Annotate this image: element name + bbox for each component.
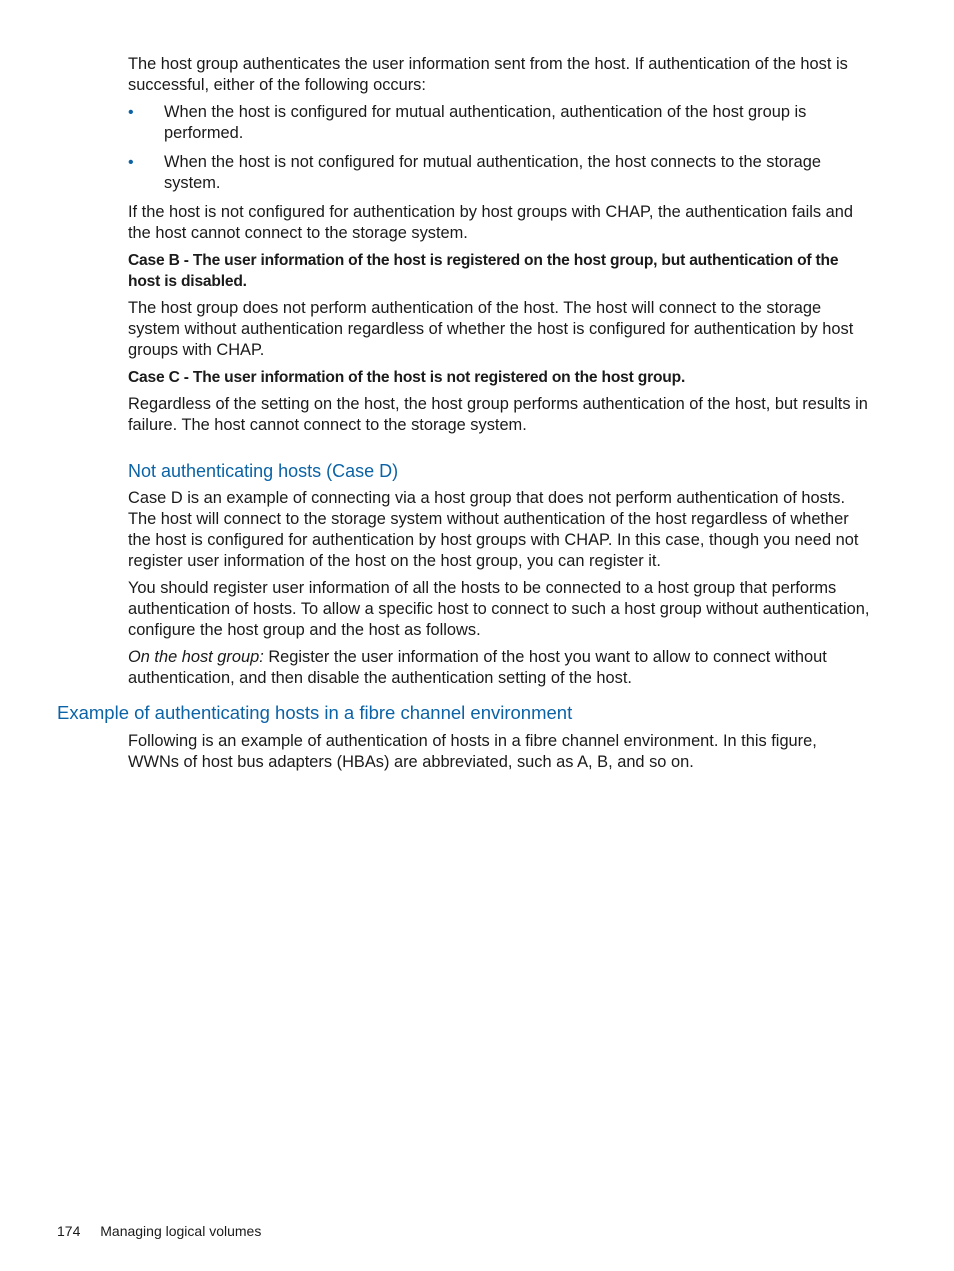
list-item (128, 152, 872, 194)
case-c-body: Regardless of the setting on the host, the host group performs authentication of the host, but results in failure. The host cannot connect to the storage system. (128, 395, 868, 434)
list-item-text: When the host is not configured for mutual authentication, the host connects to the storage system. (164, 153, 821, 192)
case-b-body: The host group does not perform authentication of the host. The host will connect to the storage system without authentication regardless of whether the host is configured for authentication by host groups with CHAP. (128, 299, 854, 359)
fibre-channel-paragraph: Following is an example of authentication of hosts in a fibre channel environment. In this figure, WWNs of host bus adapters (HBAs) are abbreviated, such as A, B, and so on. (128, 732, 817, 771)
auth-failure-paragraph: If the host is not configured for authentication by host groups with CHAP, the authentication fails and the host cannot connect to the storage system. (128, 203, 853, 242)
case-d-heading: Not authenticating hosts (Case D) (128, 461, 399, 481)
host-group-instruction: Register the user information of the host you want to allow to connect without authentication, and then disable the authentication setting of the host. (128, 648, 827, 687)
fibre-channel-section-heading: Example of authenticating hosts in a fibre channel environment (57, 702, 573, 723)
page-footer (57, 1222, 261, 1240)
intro-paragraph: The host group authenticates the user information sent from the host. If authentication of the host is successful, either of the following occurs: (128, 55, 848, 94)
case-b-heading: Case B - The user information of the host is registered on the host group, but authentication of the host is disabled. (128, 252, 839, 290)
main-content (128, 54, 872, 695)
case-d-paragraph-2: You should register user information of all the hosts to be connected to a host group that performs authentication of hosts. To allow a specific host to connect to such a host group without authentication, configure the host group and the host as follows. (128, 579, 870, 639)
page-number: 174 (57, 1223, 81, 1239)
host-group-lead: On the host group: (128, 648, 264, 666)
list-item-text: When the host is configured for mutual authentication, authentication of the host group is performed. (164, 103, 807, 142)
case-d-paragraph-3 (128, 647, 872, 689)
fibre-channel-section-body (128, 731, 872, 779)
bullet-icon: • (128, 154, 134, 171)
bullet-icon: • (128, 104, 134, 121)
chapter-title: Managing logical volumes (100, 1223, 262, 1239)
intro-bullet-list (128, 102, 872, 194)
case-d-paragraph-1: Case D is an example of connecting via a host group that does not perform authentication of hosts. The host will connect to the storage system without authentication of the host regardless of whether the host is configured for authentication by host groups with CHAP. In this case, though you need not register user information of the host on the host group, you can register it. (128, 489, 859, 570)
list-item (128, 102, 872, 144)
case-c-heading: Case C - The user information of the host is not registered on the host group. (128, 369, 686, 386)
